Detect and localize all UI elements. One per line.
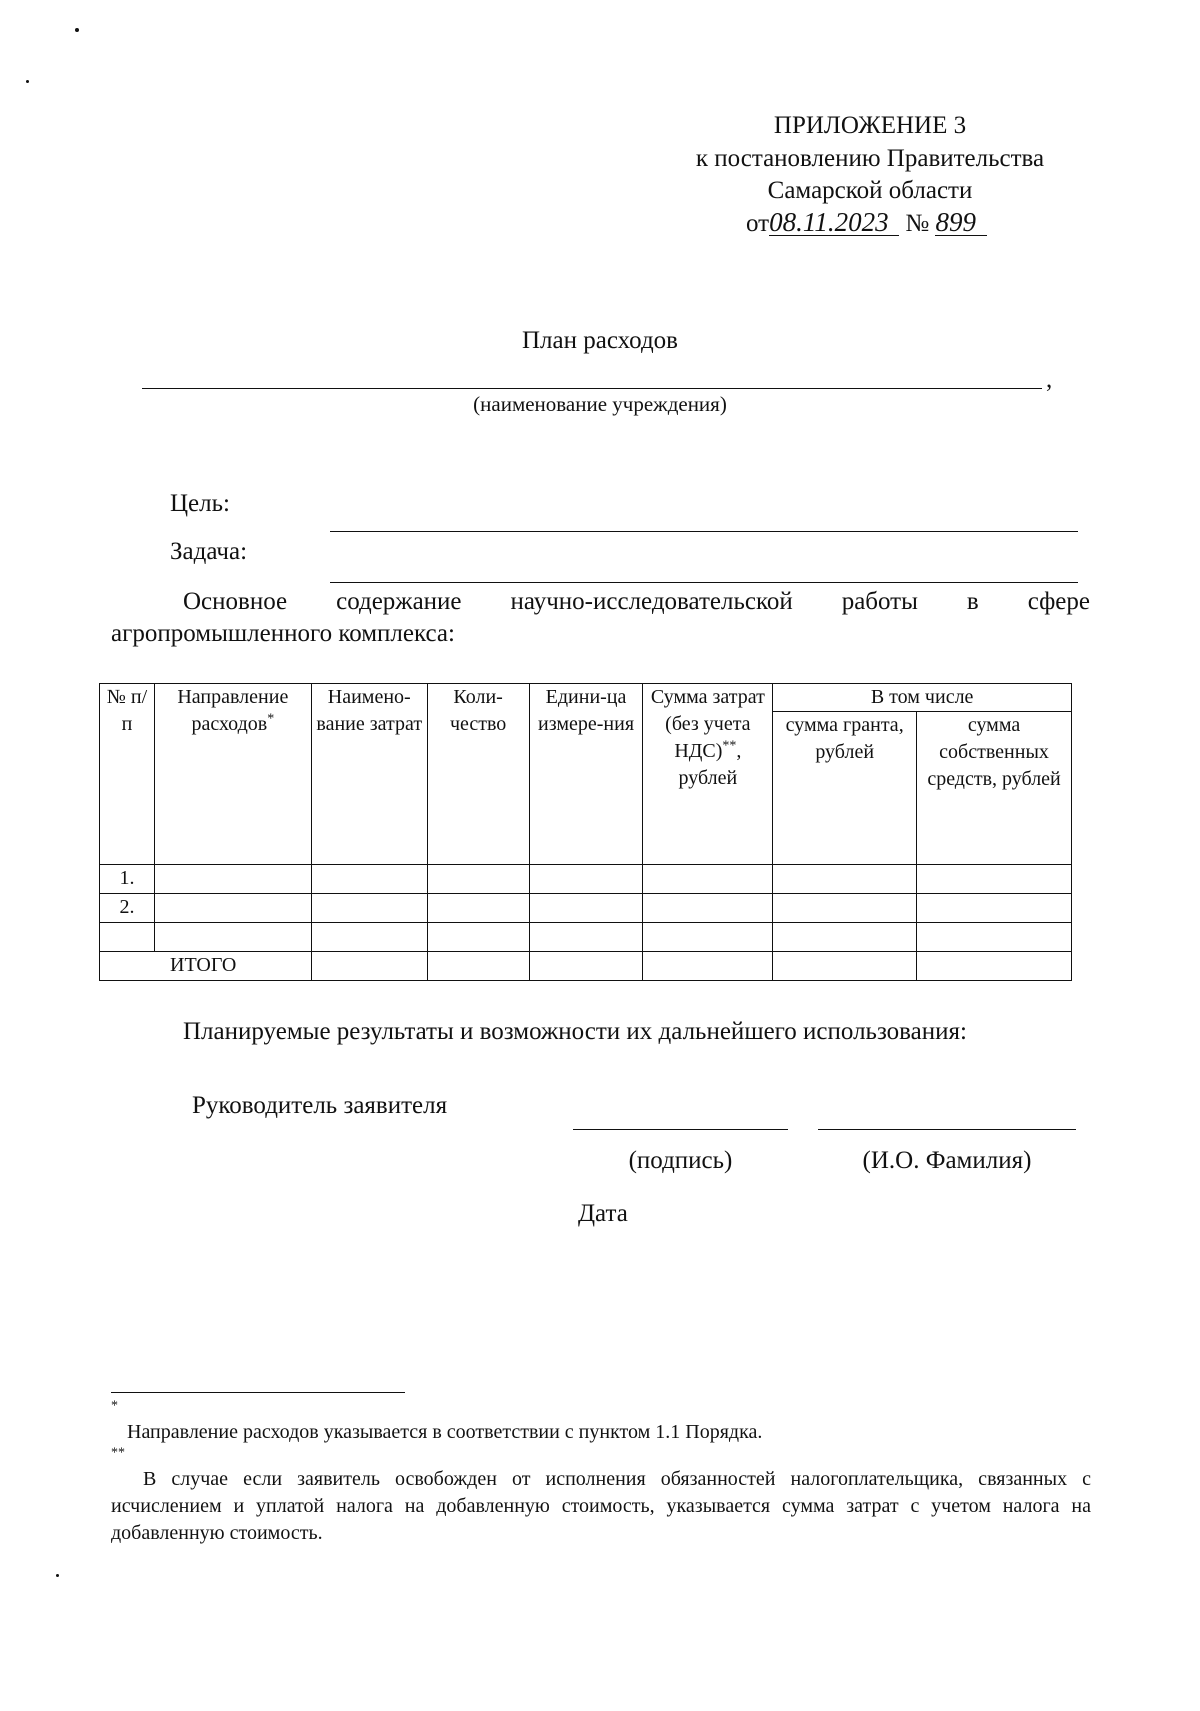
table-cell [917, 952, 1072, 981]
footnote-1-text: Направление расходов указывается в соответствии с пунктом 1.1 Порядка. [127, 1421, 763, 1443]
col-header-grant: сумма гранта, рублей [773, 712, 917, 865]
row-number: 2. [100, 894, 155, 923]
goal-label: Цель: [170, 490, 230, 517]
col-header-name: Наимено-вание затрат [311, 684, 427, 865]
table-cell [311, 894, 427, 923]
region-line: Самарской области [767, 177, 973, 204]
table-cell [529, 894, 643, 923]
task-label: Задача: [170, 538, 248, 565]
main-content-line1: Основное содержание научно-исследовательской работы в сфере [183, 588, 1090, 615]
table-cell [154, 894, 311, 923]
footnote-separator [111, 1392, 405, 1393]
institution-comma: , [1046, 366, 1053, 393]
footnote-ref-1: * [267, 711, 275, 727]
goal-blank-line [330, 531, 1078, 532]
planned-results-text: Планируемые результаты и возможности их дальнейшего использования: [183, 1018, 967, 1045]
head-of-applicant-label: Руководитель заявителя [192, 1092, 448, 1119]
col-header-including: В том числе [773, 684, 1072, 712]
task-blank-line [330, 582, 1078, 583]
footnote-2-mark: ** [111, 1445, 125, 1461]
table-row [100, 865, 1072, 894]
decree-line: к постановлению Правительства [695, 145, 1045, 172]
footnote-2-text: В случае если заявитель освобожден от исполнения обязанностей налогоплательщика, связанных с исчислением и уплатой налога на добавленную стоимость, указывается сумма затрат с учетом налога на добавленную стоимость. [111, 1468, 1091, 1544]
table-cell [427, 865, 529, 894]
table-cell [643, 865, 773, 894]
signature-caption: (подпись) [628, 1147, 733, 1174]
handwritten-date: 08.11.2023 [769, 209, 899, 236]
expense-table [99, 683, 1072, 981]
col-header-sum-unit: , рублей [678, 740, 742, 789]
col-header-direction-text: Направление расходов [177, 686, 289, 735]
appendix-title: ПРИЛОЖЕНИЕ 3 [773, 112, 967, 139]
signature-blank-line [573, 1129, 788, 1130]
institution-blank-line [142, 388, 1042, 389]
scan-speck [75, 28, 79, 32]
col-header-sum-text: Сумма затрат (без учета НДС) [650, 686, 765, 762]
handwritten-number: 899 [935, 209, 987, 236]
table-row [100, 894, 1072, 923]
col-header-unit: Едини-ца измере-ния [529, 684, 643, 865]
date-prefix: от [746, 210, 770, 237]
table-cell [529, 923, 643, 952]
table-cell [311, 923, 427, 952]
table-cell [311, 952, 427, 981]
table-cell [311, 865, 427, 894]
footnote-1-mark: * [111, 1398, 118, 1414]
table-cell [643, 894, 773, 923]
decree-date-number [746, 208, 1076, 239]
table-total-row [100, 952, 1072, 981]
page-title: План расходов [522, 327, 678, 354]
table-cell [773, 865, 917, 894]
name-blank-line [818, 1129, 1076, 1130]
date-label: Дата [578, 1200, 628, 1227]
table-row [100, 923, 1072, 952]
footnote-2 [111, 1445, 1091, 1547]
table-cell [643, 952, 773, 981]
table-cell [427, 894, 529, 923]
table-cell [773, 894, 917, 923]
col-header-direction [154, 684, 311, 865]
col-header-own: сумма собственных средств, рублей [917, 712, 1072, 865]
row-number [100, 923, 155, 952]
table-cell [917, 923, 1072, 952]
institution-caption: (наименование учреждения) [473, 392, 727, 416]
table-cell [917, 865, 1072, 894]
name-caption: (И.О. Фамилия) [862, 1147, 1032, 1174]
table-cell [154, 923, 311, 952]
col-header-qty: Коли-чество [427, 684, 529, 865]
footnote-ref-2: ** [722, 738, 737, 754]
row-number: 1. [100, 865, 155, 894]
scan-speck [56, 1574, 59, 1577]
scan-speck [26, 80, 29, 83]
table-cell [154, 865, 311, 894]
footnote-1 [111, 1398, 1101, 1446]
table-cell [643, 923, 773, 952]
table-cell [427, 923, 529, 952]
number-prefix: № [905, 210, 930, 237]
table-cell [917, 894, 1072, 923]
table-cell [773, 952, 917, 981]
col-header-sum [643, 684, 773, 865]
table-header-row [100, 684, 1072, 712]
table-cell [773, 923, 917, 952]
table-cell [529, 952, 643, 981]
table-cell [427, 952, 529, 981]
col-header-num: № п/п [100, 684, 155, 865]
table-cell [529, 865, 643, 894]
total-label: ИТОГО [100, 952, 312, 981]
main-content-line2: агропромышленного комплекса: [111, 620, 455, 647]
